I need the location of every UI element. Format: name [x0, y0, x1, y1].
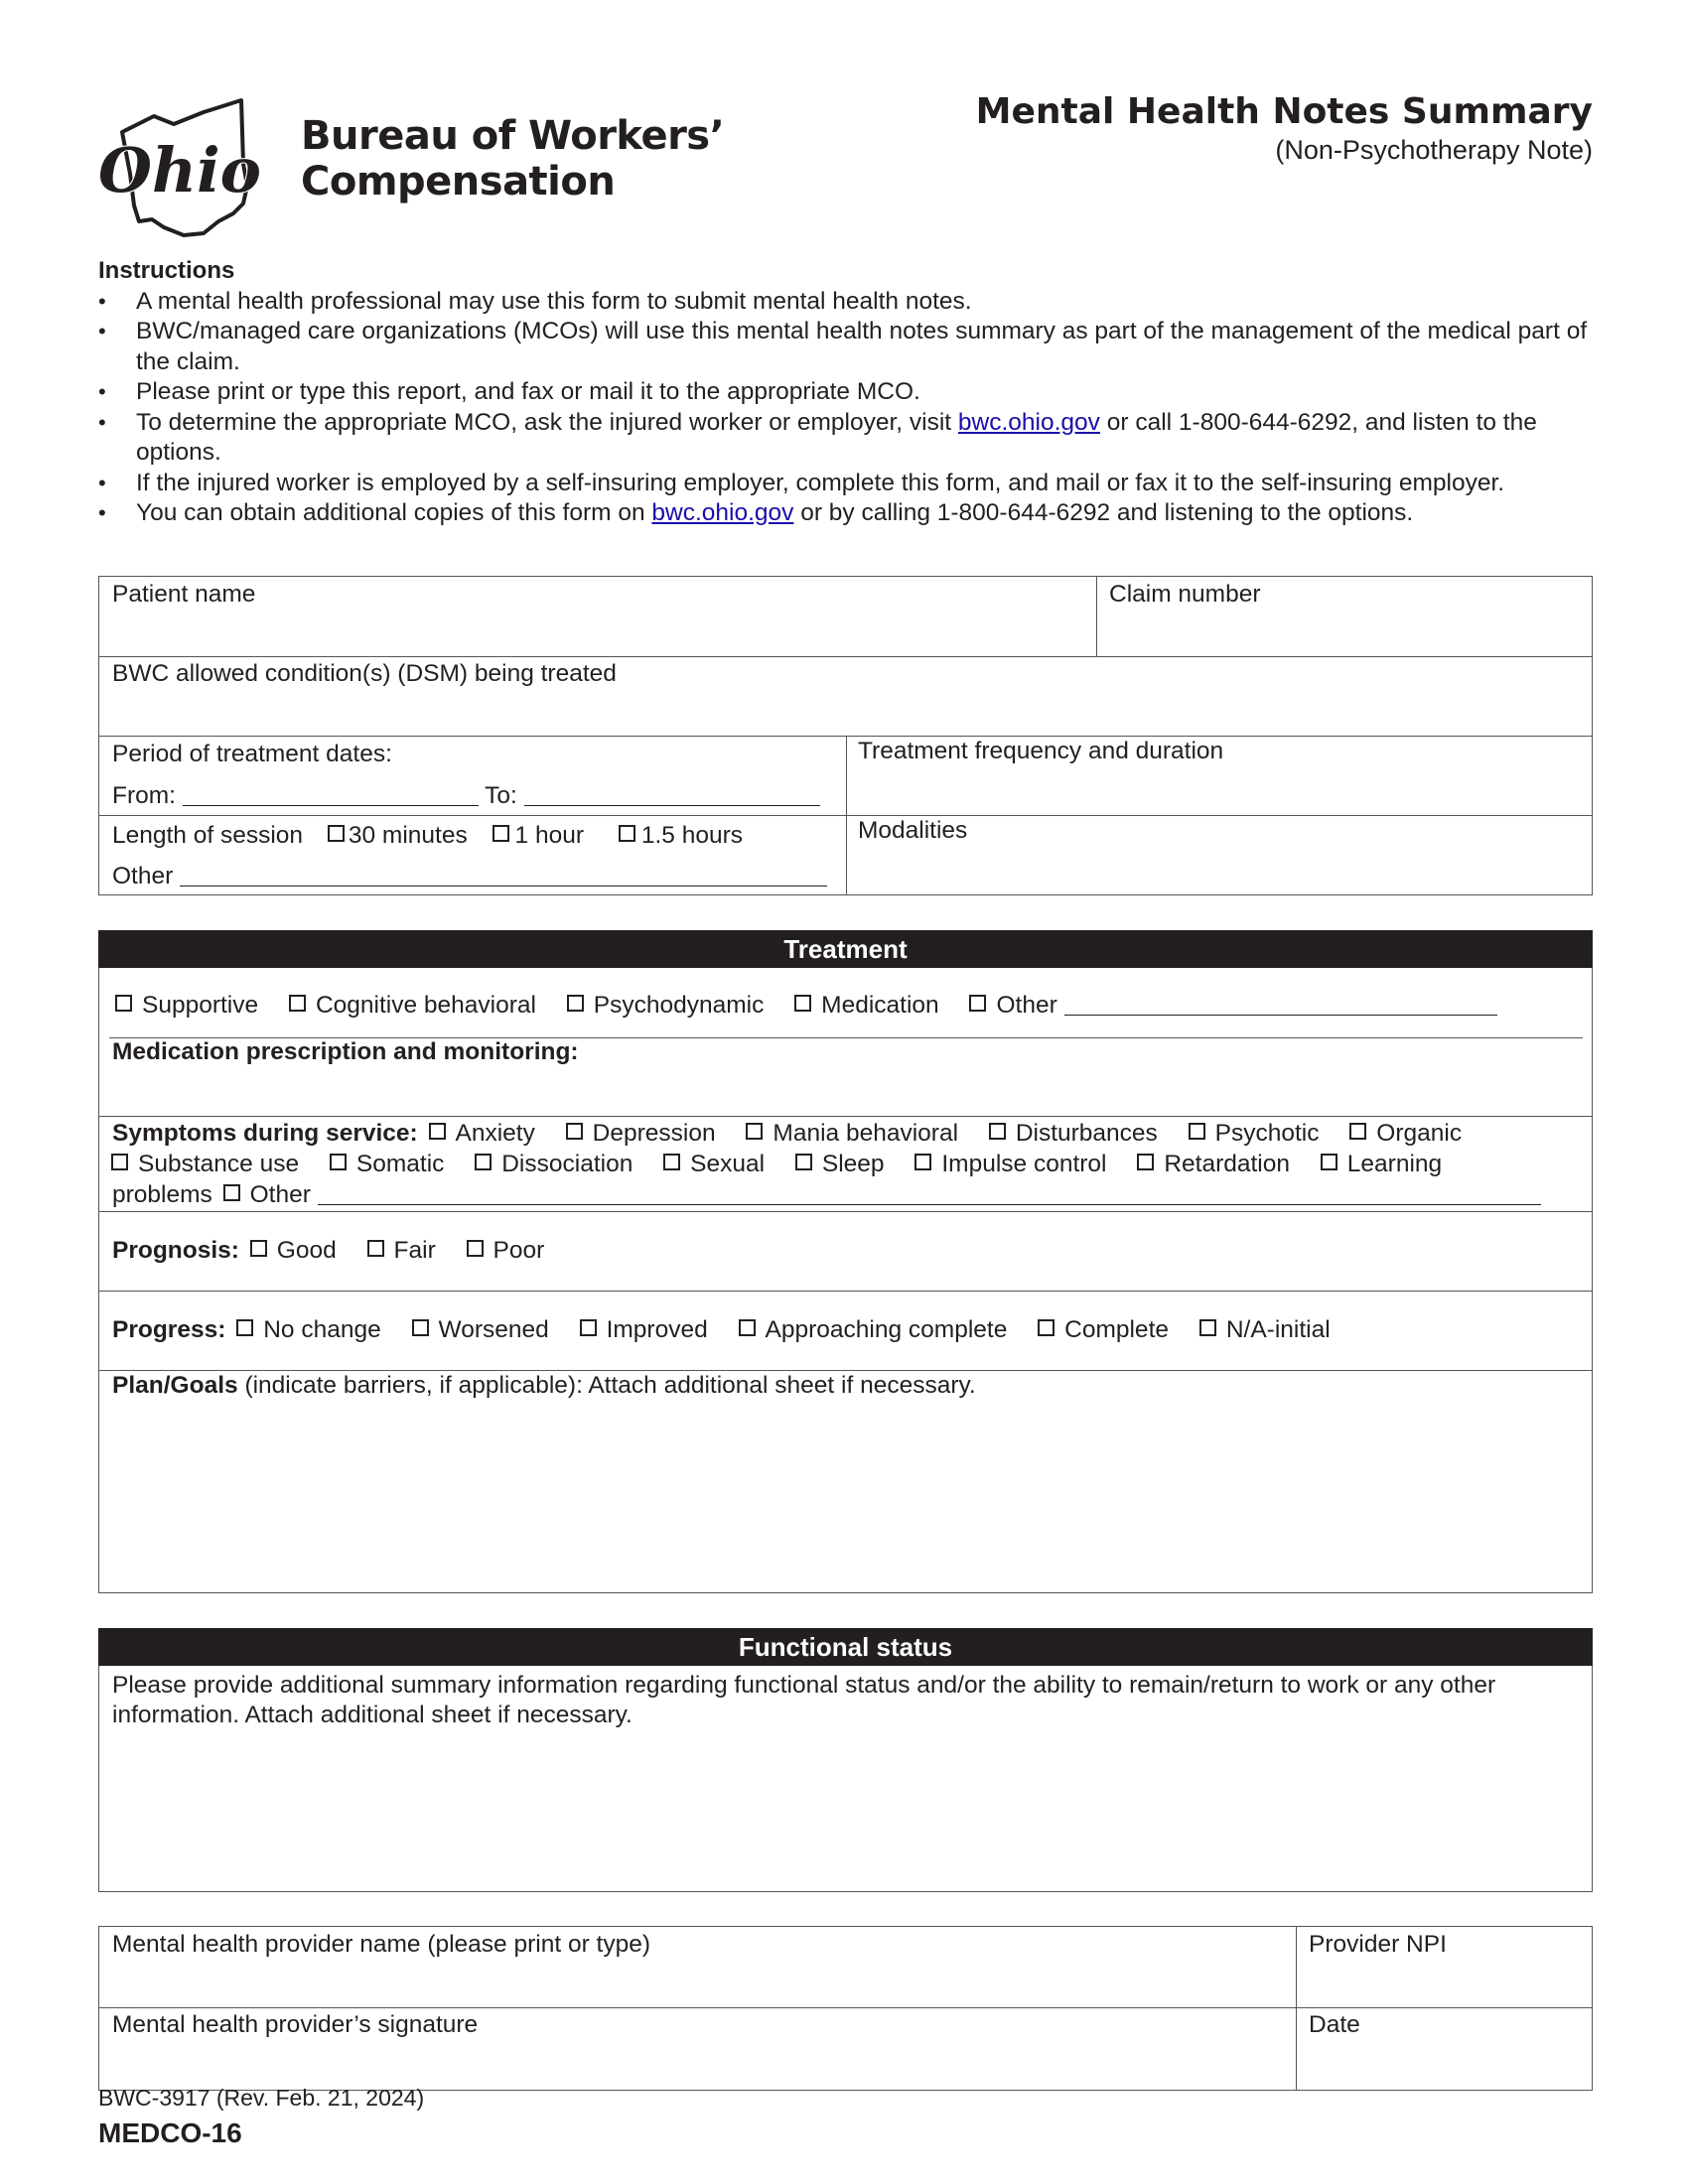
treatment-bar: Treatment: [98, 930, 1593, 968]
functional-status-bar: Functional status: [98, 1628, 1593, 1666]
provider-npi-field[interactable]: [1309, 1930, 1447, 1960]
checkbox-mania-behavioral[interactable]: [746, 1123, 763, 1140]
plan-goals-instruction: (indicate barriers, if applicable): Attach additional sheet if necessary.: [237, 1372, 976, 1399]
option-label: Sleep: [821, 1151, 885, 1177]
checkbox-anxiety[interactable]: [429, 1123, 446, 1140]
checkbox-substance-use[interactable]: [111, 1154, 128, 1170]
instruction-item: [98, 408, 1598, 469]
option-label: Psychodynamic: [593, 992, 765, 1019]
org-line-2: Compensation: [301, 159, 616, 205]
instructions: [98, 256, 1598, 529]
option-label: Cognitive behavioral: [315, 992, 536, 1019]
progress-label: Progress:: [112, 1316, 226, 1343]
checkbox-retardation[interactable]: [1137, 1154, 1154, 1170]
other-label: Other: [112, 863, 174, 889]
form-title-block: [976, 91, 1593, 167]
option-label: Medication: [821, 992, 939, 1019]
option-label: Learning: [1346, 1151, 1443, 1177]
option-label: Complete: [1064, 1316, 1169, 1343]
checkbox-sexual[interactable]: [663, 1154, 680, 1170]
symptoms-line-1: [112, 1118, 1462, 1149]
treatment-type-row: [111, 990, 1497, 1021]
checkbox-30-minutes[interactable]: [328, 825, 345, 842]
from-date-blank[interactable]: [183, 787, 479, 806]
option-label: Depression: [592, 1120, 716, 1147]
checkbox-cognitive-behavioral[interactable]: [289, 995, 306, 1012]
option-label: Impulse control: [941, 1151, 1107, 1177]
option-label: 1.5 hours: [640, 822, 743, 849]
plan-goals-field[interactable]: [112, 1370, 976, 1401]
medication-label: Medication prescription and monitoring:: [112, 1038, 579, 1065]
instruction-item: • BWC/managed care organizations (MCOs) will use this mental health notes summary as part of the management of the medical part of the claim.: [98, 317, 1598, 377]
option-label: Psychotic: [1214, 1120, 1320, 1147]
option-label: Substance use: [138, 1151, 300, 1177]
checkbox-other-treatment[interactable]: [969, 995, 986, 1012]
bwc-link[interactable]: bwc.ohio.gov: [957, 408, 1100, 436]
option-label: Mania behavioral: [773, 1120, 959, 1147]
to-label: To:: [485, 782, 517, 809]
provider-signature-field[interactable]: [112, 2010, 478, 2040]
checkbox-supportive[interactable]: [115, 995, 132, 1012]
option-label: Organic: [1376, 1120, 1463, 1147]
checkbox-improved[interactable]: [580, 1319, 597, 1336]
instruction-text: or by calling 1-800-644-6292 and listening to the options.: [793, 499, 1414, 526]
medco-number: MEDCO-16: [98, 2117, 242, 2148]
checkbox-psychotic[interactable]: [1189, 1123, 1205, 1140]
option-label: Other: [996, 992, 1057, 1019]
option-label: Good: [276, 1237, 337, 1264]
checkbox-impulse-control[interactable]: [914, 1154, 931, 1170]
frequency-label: Treatment frequency and duration: [858, 738, 1224, 764]
option-label: Somatic: [355, 1151, 445, 1177]
checkbox-prognosis-fair[interactable]: [367, 1240, 384, 1257]
symptoms-line-3: [112, 1179, 1541, 1210]
instruction-text: You can obtain additional copies of this form on: [136, 499, 652, 526]
instruction-item: • A mental health professional may use this form to submit mental health notes.: [98, 287, 1598, 318]
checkbox-no-change[interactable]: [236, 1319, 253, 1336]
progress-row: [112, 1314, 1331, 1345]
option-label: Improved: [606, 1316, 708, 1343]
prognosis-label: Prognosis:: [112, 1237, 239, 1264]
option-label: Dissociation: [501, 1151, 633, 1177]
other-length-blank[interactable]: [180, 868, 827, 887]
length-label: Length of session: [112, 822, 304, 849]
checkbox-na-initial[interactable]: [1199, 1319, 1216, 1336]
to-date-blank[interactable]: [524, 787, 820, 806]
option-label: 30 minutes: [348, 822, 468, 849]
option-label: 1 hour: [514, 822, 585, 849]
ohio-logo: [94, 94, 278, 238]
from-label: From:: [112, 782, 176, 809]
plan-goals-label: Plan/Goals: [112, 1372, 238, 1399]
option-label: Poor: [492, 1237, 545, 1264]
org-line-1: Bureau of Workers’: [301, 113, 725, 159]
symptoms-label: Symptoms during service:: [112, 1120, 418, 1147]
provider-npi-label: Provider NPI: [1309, 1931, 1447, 1958]
checkbox-approaching-complete[interactable]: [739, 1319, 756, 1336]
checkbox-disturbances[interactable]: [989, 1123, 1006, 1140]
option-label: Approaching complete: [765, 1316, 1008, 1343]
provider-name-field[interactable]: [112, 1930, 650, 1960]
checkbox-sleep[interactable]: [795, 1154, 812, 1170]
organization-name: [301, 113, 724, 205]
checkbox-prognosis-poor[interactable]: [467, 1240, 484, 1257]
instructions-heading: Instructions: [98, 257, 235, 284]
form-subtitle: (Non-Psychotherapy Note): [1275, 135, 1593, 165]
date-label: Date: [1309, 2011, 1360, 2038]
functional-status-text: Please provide additional summary information regarding functional status and/or the ability to remain/return to work or any other information. Attach additional sheet if necessary.: [112, 1672, 1496, 1728]
prognosis-row: [112, 1235, 544, 1266]
option-label: Worsened: [438, 1316, 549, 1343]
treatment-frequency-field[interactable]: [858, 737, 1223, 766]
other-symptom-blank[interactable]: [318, 1186, 1541, 1205]
checkbox-organic[interactable]: [1349, 1123, 1366, 1140]
option-label: problems: [112, 1181, 212, 1208]
option-label: Sexual: [690, 1151, 766, 1177]
checkbox-prognosis-good[interactable]: [250, 1240, 267, 1257]
instruction-item: • Please print or type this report, and fax or mail it to the appropriate MCO.: [98, 377, 1598, 408]
form-title: Mental Health Notes Summary: [975, 91, 1593, 132]
checkbox-depression[interactable]: [566, 1123, 583, 1140]
claim-number-field[interactable]: [1109, 580, 1261, 610]
length-of-session-row: [112, 821, 743, 851]
patient-name-field[interactable]: [112, 580, 255, 610]
option-label: N/A-initial: [1225, 1316, 1331, 1343]
conditions-label: BWC allowed condition(s) (DSM) being treated: [112, 660, 617, 687]
checkbox-1-5-hours[interactable]: [619, 825, 635, 842]
form-id: BWC-3917 (Rev. Feb. 21, 2024): [98, 2085, 425, 2111]
symptoms-line-2: [107, 1149, 1442, 1179]
option-label: Disturbances: [1015, 1120, 1158, 1147]
from-to-row: [112, 781, 820, 811]
option-label: Fair: [393, 1237, 436, 1264]
option-label: No change: [263, 1316, 381, 1343]
instruction-item: • If the injured worker is employed by a self-insuring employer, complete this form, and mail or fax it to the self-insuring employer.: [98, 469, 1598, 499]
other-treatment-blank[interactable]: [1064, 997, 1497, 1016]
date-field[interactable]: [1309, 2010, 1360, 2040]
signature-label: Mental health provider’s signature: [112, 2011, 479, 2038]
instruction-text: To determine the appropriate MCO, ask the injured worker or employer, visit: [136, 408, 958, 436]
modalities-label: Modalities: [858, 817, 968, 844]
provider-name-label: Mental health provider name (please print or type): [112, 1931, 651, 1958]
instruction-text: or call 1-800-644-6292, and listen to the options.: [136, 408, 1537, 466]
checkbox-other-symptom[interactable]: [223, 1184, 240, 1201]
checkbox-complete[interactable]: [1038, 1319, 1055, 1336]
checkbox-medication[interactable]: [794, 995, 811, 1012]
checkbox-somatic[interactable]: [330, 1154, 347, 1170]
patient-name-label: Patient name: [112, 581, 256, 608]
bwc-link[interactable]: bwc.ohio.gov: [651, 499, 794, 526]
medication-monitoring-field[interactable]: [112, 1036, 579, 1067]
instruction-item: [98, 498, 1598, 529]
conditions-field[interactable]: [112, 659, 617, 689]
modalities-field[interactable]: [858, 816, 967, 846]
checkbox-worsened[interactable]: [412, 1319, 429, 1336]
option-label: Anxiety: [455, 1120, 535, 1147]
option-label: Supportive: [142, 992, 259, 1019]
checkbox-dissociation[interactable]: [475, 1154, 492, 1170]
checkbox-1-hour[interactable]: [492, 825, 509, 842]
option-label: Other: [249, 1181, 311, 1208]
checkbox-psychodynamic[interactable]: [567, 995, 584, 1012]
period-label: Period of treatment dates:: [112, 741, 392, 767]
other-length-row: [112, 862, 827, 891]
claim-number-label: Claim number: [1109, 581, 1261, 608]
checkbox-learning-problems[interactable]: [1321, 1154, 1337, 1170]
option-label: Retardation: [1164, 1151, 1290, 1177]
logo-text: Ohio: [98, 134, 261, 206]
